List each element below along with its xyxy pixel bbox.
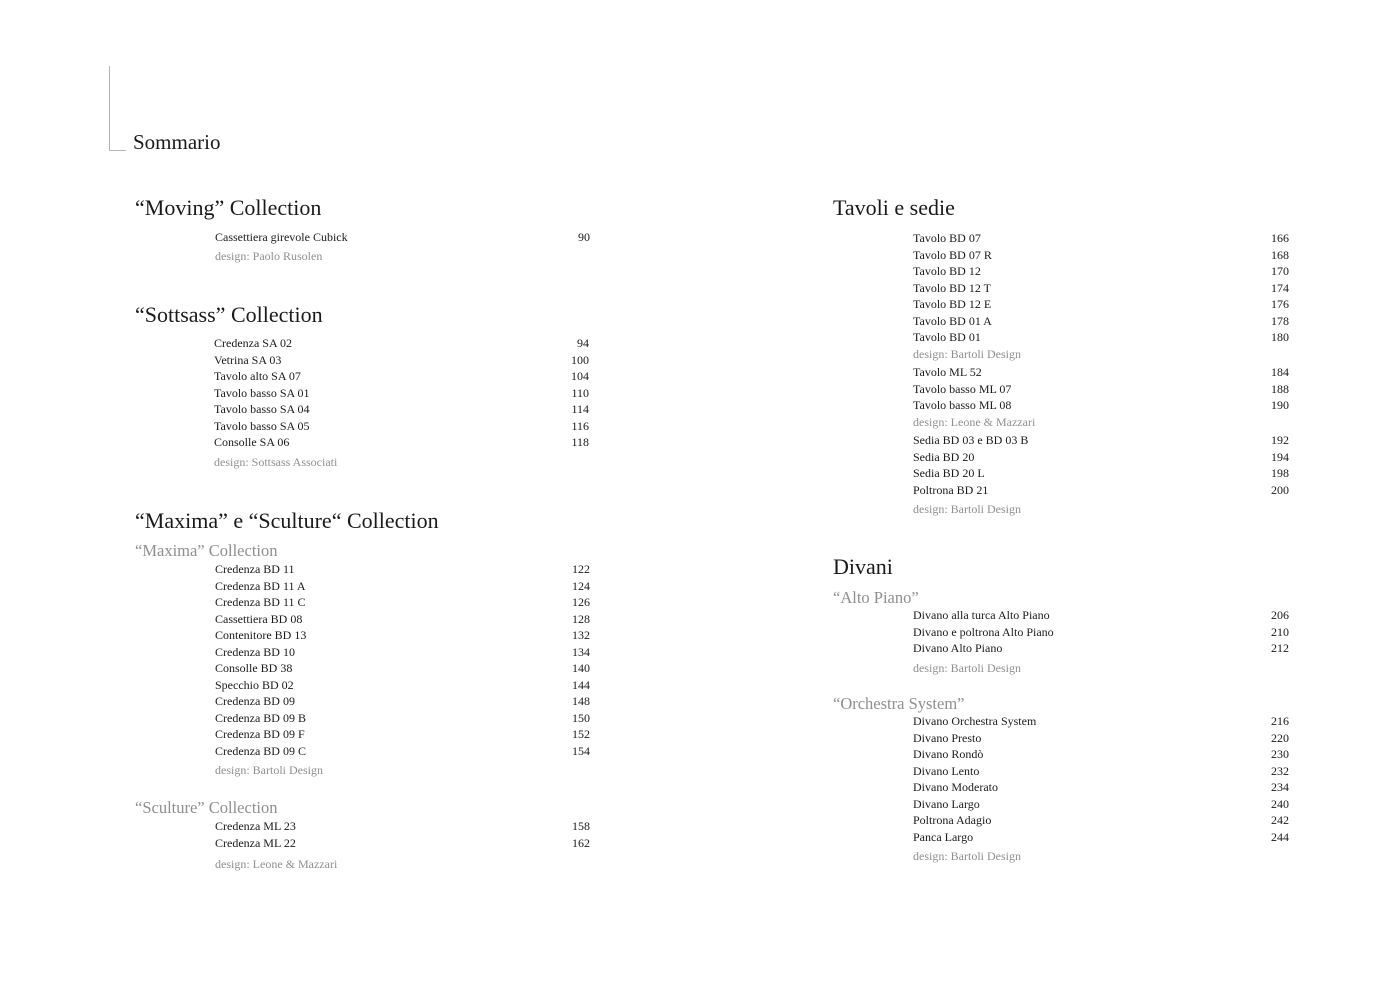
entry-name: Credenza SA 02	[214, 336, 292, 350]
entry-name: Tavolo BD 07 R	[913, 247, 992, 262]
tavoli-credit-1: design: Bartoli Design	[913, 347, 1021, 361]
tavoli-list-2	[913, 364, 1289, 414]
entry-name: Divano Lento	[913, 763, 980, 778]
sculture-list	[215, 818, 590, 851]
orchestra-list	[913, 713, 1289, 845]
entry-name: Sedia BD 03 e BD 03 B	[913, 433, 1029, 447]
entry-name: Tavolo BD 01 A	[913, 313, 992, 328]
toc-entry	[215, 660, 590, 677]
toc-entry	[215, 818, 590, 835]
toc-entry	[215, 594, 590, 611]
entry-name: Divano Presto	[913, 730, 982, 745]
entry-name: Poltrona BD 21	[913, 482, 989, 497]
entry-name: Tavolo BD 12	[913, 264, 981, 278]
entry-page-number: 152	[572, 727, 590, 741]
entry-page-number: 116	[571, 418, 589, 433]
toc-entry	[913, 624, 1289, 641]
entry-page-number: 110	[571, 385, 589, 400]
entry-name: Divano alla turca Alto Piano	[913, 608, 1050, 622]
entry-page-number: 118	[571, 435, 589, 449]
toc-entry	[215, 229, 590, 246]
tavoli-credit-2: design: Leone & Mazzari	[913, 415, 1036, 429]
entry-page-number: 178	[1271, 313, 1289, 328]
section-title-moving: “Moving” Collection	[135, 195, 322, 220]
toc-entry	[913, 329, 1289, 346]
entry-name: Divano Rondò	[913, 747, 984, 761]
entry-page-number: 212	[1271, 641, 1289, 655]
toc-entry	[913, 230, 1289, 247]
entry-name: Consolle SA 06	[214, 435, 290, 449]
entry-page-number: 140	[572, 661, 590, 675]
entry-page-number: 230	[1271, 747, 1289, 761]
entry-page-number: 234	[1271, 780, 1289, 794]
sottsass-list	[214, 335, 589, 451]
entry-name: Tavolo basso SA 05	[214, 418, 310, 433]
entry-name: Tavolo ML 52	[913, 365, 982, 379]
entry-name: Credenza BD 09 B	[215, 710, 306, 725]
entry-page-number: 148	[572, 694, 590, 708]
toc-entry	[214, 401, 589, 418]
entry-name: Credenza BD 11 C	[215, 595, 306, 609]
entry-name: Credenza BD 11	[215, 562, 295, 576]
entry-page-number: 104	[571, 369, 589, 383]
entry-name: Tavolo basso SA 04	[214, 402, 310, 416]
entry-page-number: 198	[1271, 466, 1289, 480]
toc-entry	[214, 335, 589, 352]
toc-entry	[913, 607, 1289, 624]
entry-name: Credenza ML 22	[215, 835, 296, 850]
toc-entry	[913, 779, 1289, 796]
entry-page-number: 166	[1271, 231, 1289, 245]
tavoli-list-1	[913, 230, 1289, 346]
entry-page-number: 192	[1271, 433, 1289, 447]
entry-name: Tavolo basso SA 01	[214, 385, 310, 400]
section-title-divani: Divani	[833, 554, 893, 579]
toc-entry	[913, 364, 1289, 381]
sottsass-credit: design: Sottsass Associati	[214, 455, 338, 469]
toc-entry	[913, 381, 1289, 398]
entry-page-number: 216	[1271, 714, 1289, 728]
entry-name: Vetrina SA 03	[214, 352, 282, 367]
entry-name: Divano Alto Piano	[913, 641, 1003, 655]
entry-name: Tavolo basso ML 08	[913, 398, 1012, 412]
entry-page-number: 134	[572, 644, 590, 659]
entry-name: Tavolo alto SA 07	[214, 369, 301, 383]
entry-page-number: 184	[1271, 365, 1289, 379]
subsection-title-alto-piano: “Alto Piano”	[833, 588, 919, 607]
entry-name: Tavolo BD 07	[913, 231, 981, 245]
entry-page-number: 168	[1271, 247, 1289, 262]
toc-entry	[913, 730, 1289, 747]
entry-page-number: 240	[1271, 796, 1289, 811]
entry-name: Sedia BD 20	[913, 449, 975, 464]
toc-entry	[913, 432, 1289, 449]
toc-entry	[214, 385, 589, 402]
entry-name: Tavolo BD 12 T	[913, 280, 991, 295]
entry-page-number: 162	[572, 835, 590, 850]
subsection-title-maxima: “Maxima” Collection	[135, 541, 278, 560]
toc-entry	[913, 796, 1289, 813]
entry-name: Divano Orchestra System	[913, 714, 1037, 728]
entry-name: Credenza BD 11 A	[215, 578, 306, 593]
toc-entry	[215, 578, 590, 595]
tavoli-list-3	[913, 432, 1289, 498]
toc-entry	[913, 397, 1289, 414]
entry-name: Divano e poltrona Alto Piano	[913, 624, 1054, 639]
subsection-title-sculture: “Sculture” Collection	[135, 798, 278, 817]
corner-mark-horizontal	[109, 150, 126, 151]
entry-name: Sedia BD 20 L	[913, 466, 985, 480]
entry-page-number: 150	[572, 710, 590, 725]
entry-page-number: 154	[572, 743, 590, 758]
toc-entry	[913, 746, 1289, 763]
entry-name: Poltrona Adagio	[913, 813, 992, 827]
entry-page-number: 200	[1271, 482, 1289, 497]
alto-piano-credit: design: Bartoli Design	[913, 661, 1021, 675]
entry-name: Credenza BD 09 F	[215, 727, 305, 741]
entry-page-number: 210	[1271, 624, 1289, 639]
toc-entry	[214, 434, 589, 451]
entry-page-number: 124	[572, 578, 590, 593]
maxima-credit: design: Bartoli Design	[215, 763, 323, 777]
entry-page-number: 128	[572, 611, 590, 626]
toc-entry	[215, 835, 590, 852]
entry-page-number: 206	[1271, 608, 1289, 622]
entry-page-number: 194	[1271, 449, 1289, 464]
toc-entry	[913, 313, 1289, 330]
section-title-maxima-sculture: “Maxima” e “Sculture“ Collection	[135, 508, 439, 533]
entry-page-number: 90	[578, 230, 590, 244]
entry-page-number: 144	[572, 677, 590, 692]
toc-entry	[215, 611, 590, 628]
toc-entry	[215, 644, 590, 661]
entry-page-number: 244	[1271, 829, 1289, 844]
page-title: Sommario	[133, 130, 221, 154]
toc-entry	[215, 710, 590, 727]
entry-page-number: 94	[577, 336, 589, 350]
entry-page-number: 220	[1271, 730, 1289, 745]
entry-name: Consolle BD 38	[215, 661, 293, 675]
section-title-tavoli: Tavoli e sedie	[833, 195, 955, 220]
toc-entry	[215, 726, 590, 743]
toc-entry	[913, 263, 1289, 280]
entry-page-number: 190	[1271, 398, 1289, 412]
entry-name: Tavolo BD 01	[913, 330, 981, 344]
entry-page-number: 180	[1271, 330, 1289, 344]
entry-name: Cassettiera BD 08	[215, 611, 303, 626]
toc-entry	[215, 677, 590, 694]
entry-name: Credenza BD 09 C	[215, 743, 306, 758]
entry-page-number: 132	[572, 628, 590, 642]
entry-page-number: 176	[1271, 297, 1289, 311]
entry-name: Credenza ML 23	[215, 819, 296, 833]
entry-page-number: 188	[1271, 381, 1289, 396]
section-title-sottsass: “Sottsass” Collection	[135, 302, 323, 327]
entry-name: Divano Largo	[913, 796, 980, 811]
entry-name: Specchio BD 02	[215, 677, 294, 692]
tavoli-credit-3: design: Bartoli Design	[913, 502, 1021, 516]
entry-name: Divano Moderato	[913, 780, 998, 794]
entry-name: Panca Largo	[913, 829, 974, 844]
toc-entry	[913, 465, 1289, 482]
entry-page-number: 174	[1271, 280, 1289, 295]
entry-name: Contenitore BD 13	[215, 628, 307, 642]
toc-entry	[913, 296, 1289, 313]
toc-entry	[214, 418, 589, 435]
entry-page-number: 126	[572, 595, 590, 609]
entry-name: Credenza BD 10	[215, 644, 295, 659]
toc-entry	[215, 693, 590, 710]
toc-entry	[214, 368, 589, 385]
entry-page-number: 114	[571, 402, 589, 416]
toc-entry	[913, 713, 1289, 730]
subsection-title-orchestra: “Orchestra System”	[833, 694, 965, 713]
toc-entry	[913, 482, 1289, 499]
entry-page-number: 232	[1271, 763, 1289, 778]
entry-page-number: 242	[1271, 813, 1289, 827]
maxima-list	[215, 561, 590, 759]
toc-entry	[215, 743, 590, 760]
orchestra-credit: design: Bartoli Design	[913, 849, 1021, 863]
entry-page-number: 158	[572, 819, 590, 833]
toc-entry	[913, 280, 1289, 297]
entry-page-number: 122	[572, 562, 590, 576]
entry-name: Credenza BD 09	[215, 694, 295, 708]
entry-name: Tavolo BD 12 E	[913, 297, 992, 311]
entry-name: Tavolo basso ML 07	[913, 381, 1012, 396]
moving-list	[215, 229, 590, 246]
corner-mark-vertical	[109, 66, 110, 150]
toc-entry	[215, 627, 590, 644]
toc-entry	[913, 640, 1289, 657]
toc-entry	[913, 829, 1289, 846]
toc-entry	[913, 812, 1289, 829]
toc-entry	[913, 449, 1289, 466]
toc-entry	[913, 247, 1289, 264]
entry-page-number: 170	[1271, 264, 1289, 278]
entry-name: Cassettiera girevole Cubick	[215, 230, 348, 244]
entry-page-number: 100	[571, 352, 589, 367]
alto-piano-list	[913, 607, 1289, 657]
toc-entry	[215, 561, 590, 578]
moving-credit: design: Paolo Rusolen	[215, 249, 323, 263]
toc-entry	[214, 352, 589, 369]
sculture-credit: design: Leone & Mazzari	[215, 857, 338, 871]
toc-entry	[913, 763, 1289, 780]
